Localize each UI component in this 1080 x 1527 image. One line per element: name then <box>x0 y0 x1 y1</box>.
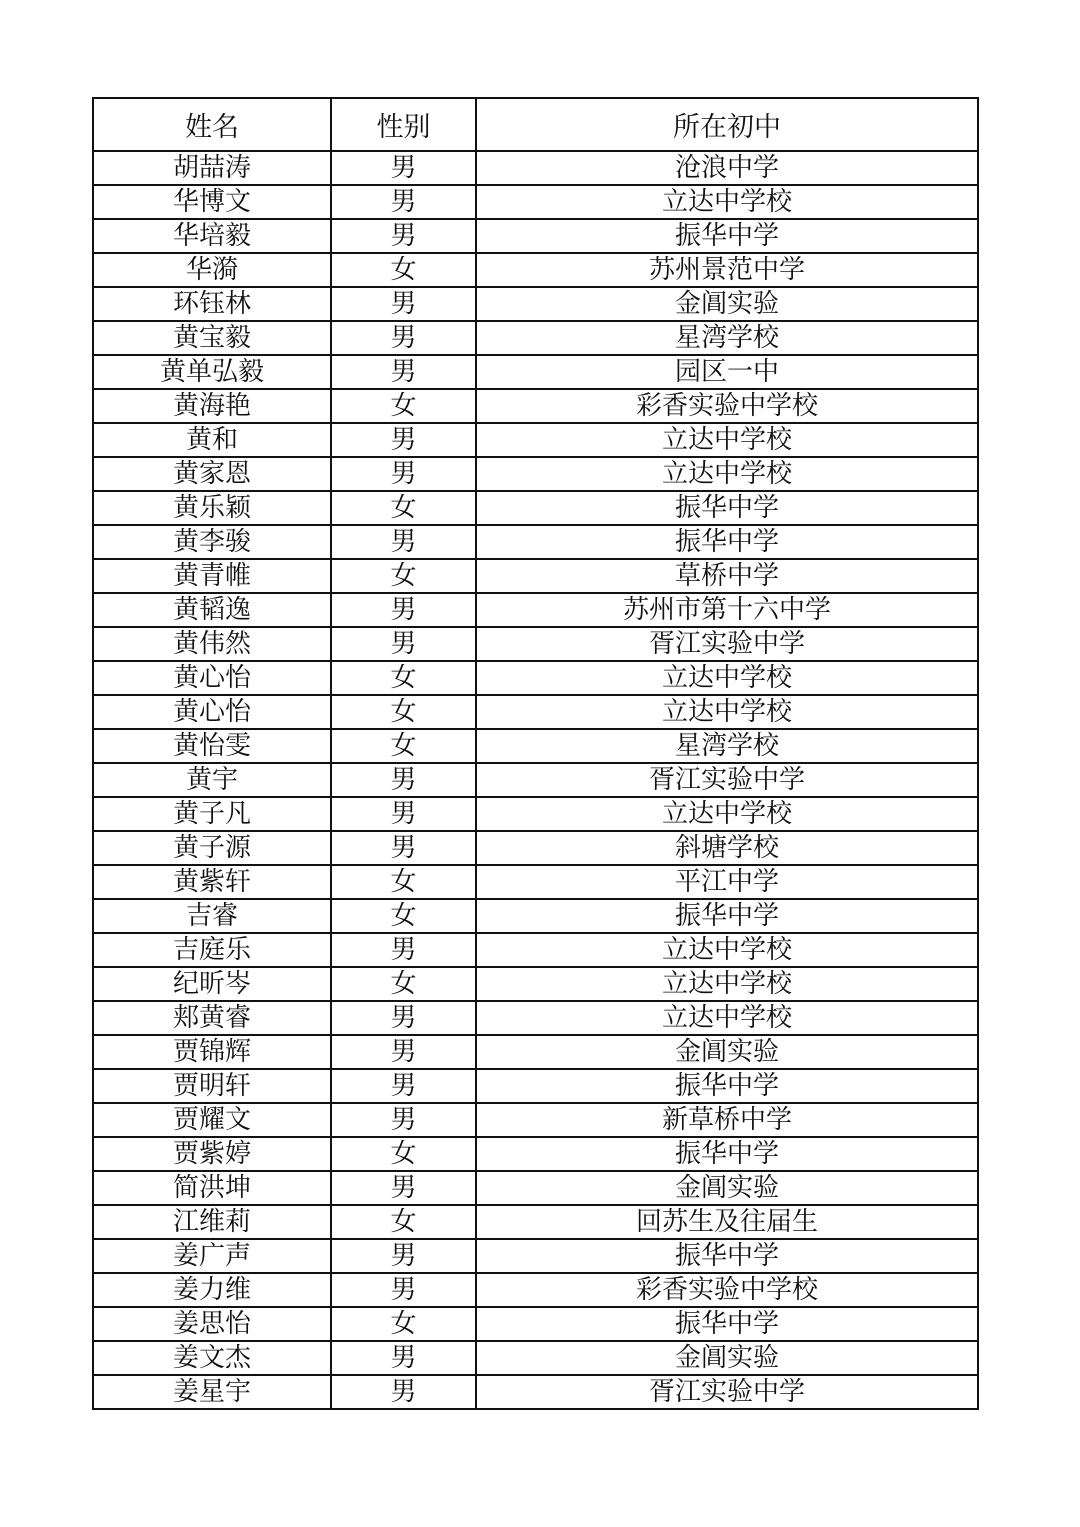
cell-sex: 男 <box>331 933 476 967</box>
cell-sex: 男 <box>331 593 476 627</box>
cell-school: 振华中学 <box>476 1137 978 1171</box>
cell-school: 立达中学校 <box>476 1001 978 1035</box>
cell-name: 黄海艳 <box>93 389 331 423</box>
cell-name: 黄和 <box>93 423 331 457</box>
table-row <box>93 525 978 559</box>
cell-school: 彩香实验中学校 <box>476 389 978 423</box>
cell-name: 黄李骏 <box>93 525 331 559</box>
cell-school: 苏州市第十六中学 <box>476 593 978 627</box>
cell-name: 姜文杰 <box>93 1341 331 1375</box>
table-row <box>93 967 978 1001</box>
cell-name: 姜力维 <box>93 1273 331 1307</box>
cell-school: 立达中学校 <box>476 185 978 219</box>
table-row <box>93 1171 978 1205</box>
cell-sex: 男 <box>331 321 476 355</box>
cell-name: 黄伟然 <box>93 627 331 661</box>
cell-name: 黄宇 <box>93 763 331 797</box>
cell-name: 华培毅 <box>93 219 331 253</box>
cell-school: 星湾学校 <box>476 729 978 763</box>
cell-school: 振华中学 <box>476 491 978 525</box>
table-row <box>93 1375 978 1409</box>
cell-school: 金阊实验 <box>476 1171 978 1205</box>
table-row <box>93 763 978 797</box>
cell-sex: 女 <box>331 729 476 763</box>
table-row <box>93 559 978 593</box>
cell-school: 斜塘学校 <box>476 831 978 865</box>
table-row <box>93 491 978 525</box>
cell-school: 金阊实验 <box>476 1035 978 1069</box>
cell-sex: 女 <box>331 1137 476 1171</box>
cell-sex: 男 <box>331 423 476 457</box>
cell-sex: 男 <box>331 627 476 661</box>
cell-school: 立达中学校 <box>476 661 978 695</box>
cell-school: 立达中学校 <box>476 695 978 729</box>
cell-sex: 女 <box>331 1205 476 1239</box>
cell-school: 平江中学 <box>476 865 978 899</box>
cell-sex: 女 <box>331 899 476 933</box>
cell-name: 华漪 <box>93 253 331 287</box>
cell-school: 胥江实验中学 <box>476 763 978 797</box>
cell-name: 华博文 <box>93 185 331 219</box>
cell-sex: 女 <box>331 967 476 1001</box>
cell-school: 胥江实验中学 <box>476 627 978 661</box>
table-row <box>93 355 978 389</box>
table-row <box>93 1341 978 1375</box>
cell-school: 振华中学 <box>476 899 978 933</box>
column-header-name: 姓名 <box>93 98 331 151</box>
cell-name: 黄宝毅 <box>93 321 331 355</box>
table-row <box>93 695 978 729</box>
cell-sex: 男 <box>331 457 476 491</box>
cell-school: 立达中学校 <box>476 457 978 491</box>
cell-name: 贾锦辉 <box>93 1035 331 1069</box>
column-header-school: 所在初中 <box>476 98 978 151</box>
cell-sex: 女 <box>331 661 476 695</box>
cell-name: 纪昕岑 <box>93 967 331 1001</box>
cell-school: 立达中学校 <box>476 933 978 967</box>
cell-name: 吉庭乐 <box>93 933 331 967</box>
cell-name: 黄单弘毅 <box>93 355 331 389</box>
cell-sex: 女 <box>331 1307 476 1341</box>
cell-name: 环钰林 <box>93 287 331 321</box>
table-row <box>93 457 978 491</box>
cell-school: 立达中学校 <box>476 967 978 1001</box>
cell-sex: 男 <box>331 1171 476 1205</box>
cell-sex: 男 <box>331 355 476 389</box>
table-row <box>93 1239 978 1273</box>
cell-sex: 男 <box>331 1103 476 1137</box>
table-row <box>93 627 978 661</box>
cell-sex: 男 <box>331 1035 476 1069</box>
cell-school: 振华中学 <box>476 525 978 559</box>
table-row <box>93 423 978 457</box>
cell-school: 立达中学校 <box>476 423 978 457</box>
cell-name: 黄紫轩 <box>93 865 331 899</box>
table-row <box>93 1205 978 1239</box>
cell-sex: 男 <box>331 219 476 253</box>
cell-name: 黄心怡 <box>93 661 331 695</box>
cell-school: 彩香实验中学校 <box>476 1273 978 1307</box>
cell-sex: 男 <box>331 831 476 865</box>
cell-sex: 男 <box>331 1001 476 1035</box>
cell-school: 星湾学校 <box>476 321 978 355</box>
cell-school: 沧浪中学 <box>476 151 978 185</box>
cell-school: 立达中学校 <box>476 797 978 831</box>
table-row <box>93 661 978 695</box>
table-row <box>93 1001 978 1035</box>
cell-name: 黄乐颖 <box>93 491 331 525</box>
table-row <box>93 1103 978 1137</box>
cell-school: 草桥中学 <box>476 559 978 593</box>
cell-sex: 女 <box>331 559 476 593</box>
table-row <box>93 1035 978 1069</box>
cell-school: 苏州景范中学 <box>476 253 978 287</box>
cell-school: 振华中学 <box>476 219 978 253</box>
table-row <box>93 185 978 219</box>
cell-name: 黄子凡 <box>93 797 331 831</box>
cell-sex: 男 <box>331 287 476 321</box>
cell-sex: 女 <box>331 253 476 287</box>
table-row <box>93 389 978 423</box>
cell-sex: 男 <box>331 763 476 797</box>
table-row <box>93 1307 978 1341</box>
table-row <box>93 219 978 253</box>
cell-school: 振华中学 <box>476 1307 978 1341</box>
cell-name: 黄青帷 <box>93 559 331 593</box>
cell-name: 黄怡雯 <box>93 729 331 763</box>
cell-sex: 女 <box>331 491 476 525</box>
table-row <box>93 797 978 831</box>
cell-sex: 男 <box>331 1239 476 1273</box>
cell-name: 贾明轩 <box>93 1069 331 1103</box>
cell-school: 金阊实验 <box>476 287 978 321</box>
cell-sex: 男 <box>331 1069 476 1103</box>
cell-name: 姜广声 <box>93 1239 331 1273</box>
cell-name: 贾紫婷 <box>93 1137 331 1171</box>
table-body <box>93 151 978 1409</box>
cell-sex: 女 <box>331 865 476 899</box>
table-row <box>93 831 978 865</box>
cell-name: 姜星宇 <box>93 1375 331 1409</box>
table-row <box>93 593 978 627</box>
cell-name: 胡喆涛 <box>93 151 331 185</box>
cell-school: 新草桥中学 <box>476 1103 978 1137</box>
cell-school: 振华中学 <box>476 1239 978 1273</box>
cell-name: 江维莉 <box>93 1205 331 1239</box>
cell-sex: 男 <box>331 1341 476 1375</box>
cell-name: 黄子源 <box>93 831 331 865</box>
table-row <box>93 151 978 185</box>
cell-school: 回苏生及往届生 <box>476 1205 978 1239</box>
table-row <box>93 1273 978 1307</box>
table-header-row <box>93 98 978 151</box>
cell-name: 郏黄睿 <box>93 1001 331 1035</box>
table-row <box>93 321 978 355</box>
cell-sex: 男 <box>331 185 476 219</box>
cell-name: 吉睿 <box>93 899 331 933</box>
table-row <box>93 729 978 763</box>
student-table <box>92 97 979 1410</box>
cell-school: 振华中学 <box>476 1069 978 1103</box>
cell-name: 简洪坤 <box>93 1171 331 1205</box>
table-row <box>93 287 978 321</box>
cell-name: 姜思怡 <box>93 1307 331 1341</box>
cell-school: 胥江实验中学 <box>476 1375 978 1409</box>
table-row <box>93 253 978 287</box>
cell-name: 黄家恩 <box>93 457 331 491</box>
table-row <box>93 899 978 933</box>
table-row <box>93 1137 978 1171</box>
table-row <box>93 1069 978 1103</box>
cell-school: 金阊实验 <box>476 1341 978 1375</box>
student-table-container <box>92 97 977 1410</box>
cell-sex: 男 <box>331 1273 476 1307</box>
cell-school: 园区一中 <box>476 355 978 389</box>
cell-sex: 男 <box>331 151 476 185</box>
column-header-sex: 性别 <box>331 98 476 151</box>
cell-sex: 男 <box>331 1375 476 1409</box>
table-row <box>93 933 978 967</box>
cell-sex: 女 <box>331 389 476 423</box>
cell-name: 黄韬逸 <box>93 593 331 627</box>
cell-sex: 男 <box>331 525 476 559</box>
table-row <box>93 865 978 899</box>
cell-name: 黄心怡 <box>93 695 331 729</box>
cell-name: 贾耀文 <box>93 1103 331 1137</box>
cell-sex: 女 <box>331 695 476 729</box>
cell-sex: 男 <box>331 797 476 831</box>
